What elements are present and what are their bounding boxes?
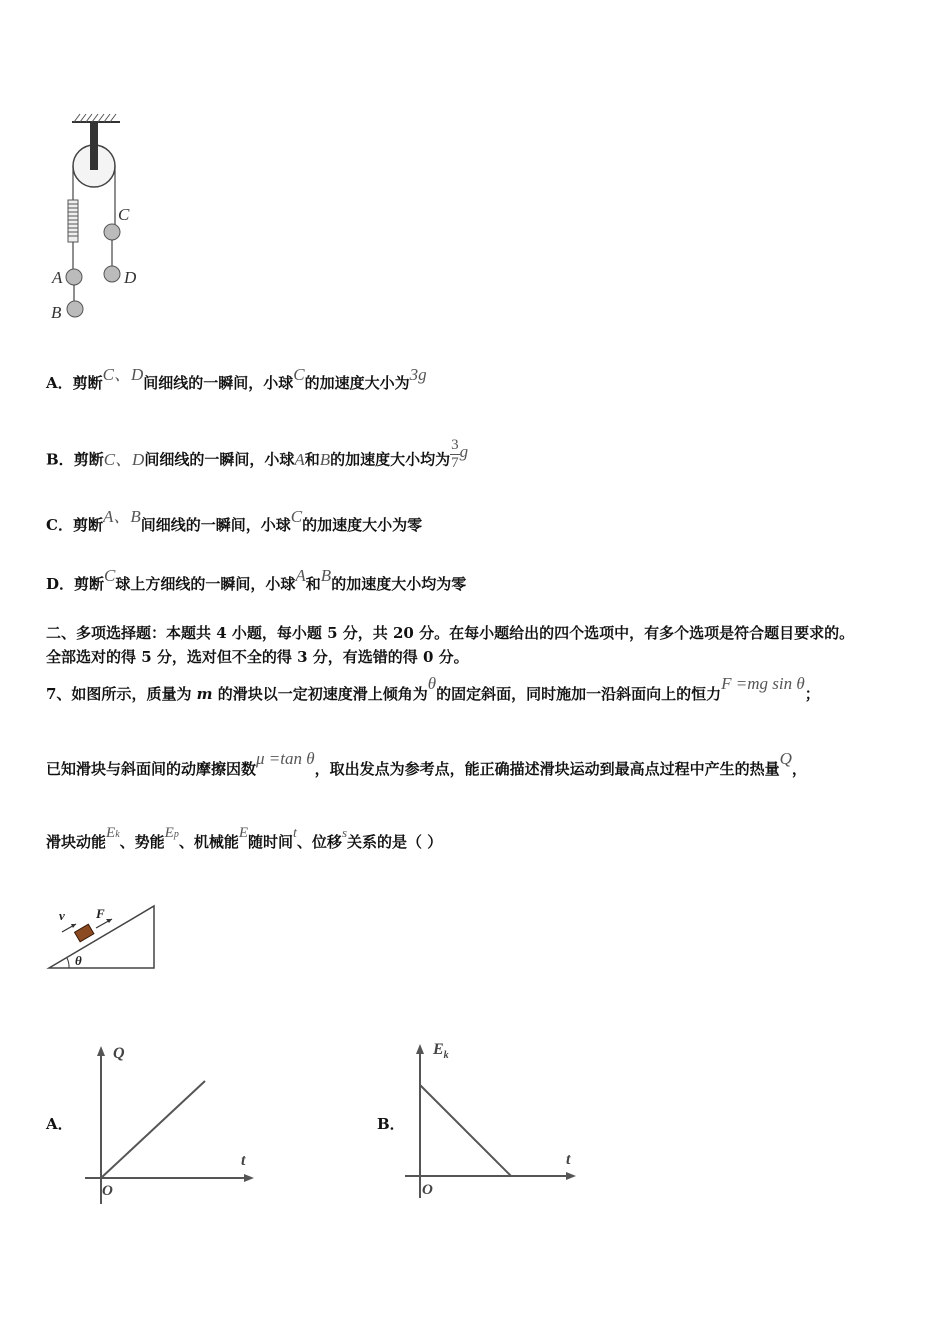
section2-header: 二、多项选择题：本题共 4 小题，每小题 5 分，共 20 分。在每小题给出的四个选项中，有多个选项是符合题目要求的。 全部选对的得 5 分，选对但不全的得 3 分，有选错的得 0 分。 <box>46 624 855 666</box>
label-d: D <box>124 268 137 287</box>
q6-option-b: B．剪断C、D间细线的一瞬间，小球A和B的加速度大小均为 $\frac{3}{7}$ g <box>46 437 469 471</box>
incline-diagram <box>44 898 159 973</box>
q7-line3: 滑块动能Ek、势能Ep、机械能E随时间t、位移s关系的是（ ） <box>46 825 443 851</box>
graph-b-origin: O <box>422 1182 433 1198</box>
graph-a-option-label: A． <box>46 1115 73 1133</box>
graph-b <box>400 1034 590 1204</box>
q6-option-a: A．剪断C、D间细线的一瞬间，小球C的加速度大小为3g <box>46 365 427 392</box>
graph-a <box>80 1038 270 1208</box>
incline-v-label: v <box>59 908 65 923</box>
graph-a-origin: O <box>102 1183 113 1199</box>
incline-f-label: F <box>96 906 105 921</box>
label-c: C <box>118 205 130 224</box>
label-b: B <box>51 303 62 322</box>
graph-b-y-label: $E_k$ <box>433 1041 449 1061</box>
pulley-diagram <box>40 110 160 335</box>
label-a: A <box>52 268 63 287</box>
q7-line2: 已知滑块与斜面间的动摩擦因数μ =tan θ，取出发点为参考点，能正确描述滑块运动到最高点过程中产生的热量Q， <box>46 749 807 778</box>
q7-line1: 7、如图所示，质量为 m 的滑块以一定初速度滑上倾角为θ的固定斜面，同时施加一沿斜面向上的恒力F =mg sin θ； <box>46 674 820 703</box>
graph-a-x-label: t <box>241 1152 246 1169</box>
q6-option-c: C．剪断A、B间细线的一瞬间，小球C的加速度大小为零 <box>46 507 423 534</box>
q6-option-d: D．剪断C球上方细线的一瞬间，小球A和B的加速度大小均为零 <box>46 566 467 593</box>
incline-theta-label: θ <box>75 953 82 968</box>
graph-b-x-label: t <box>566 1151 571 1168</box>
fraction-3-7: $\frac{3}{7}$ <box>451 437 459 471</box>
graph-a-y-label: Q <box>113 1045 125 1062</box>
graph-b-option-label: B． <box>377 1115 405 1133</box>
